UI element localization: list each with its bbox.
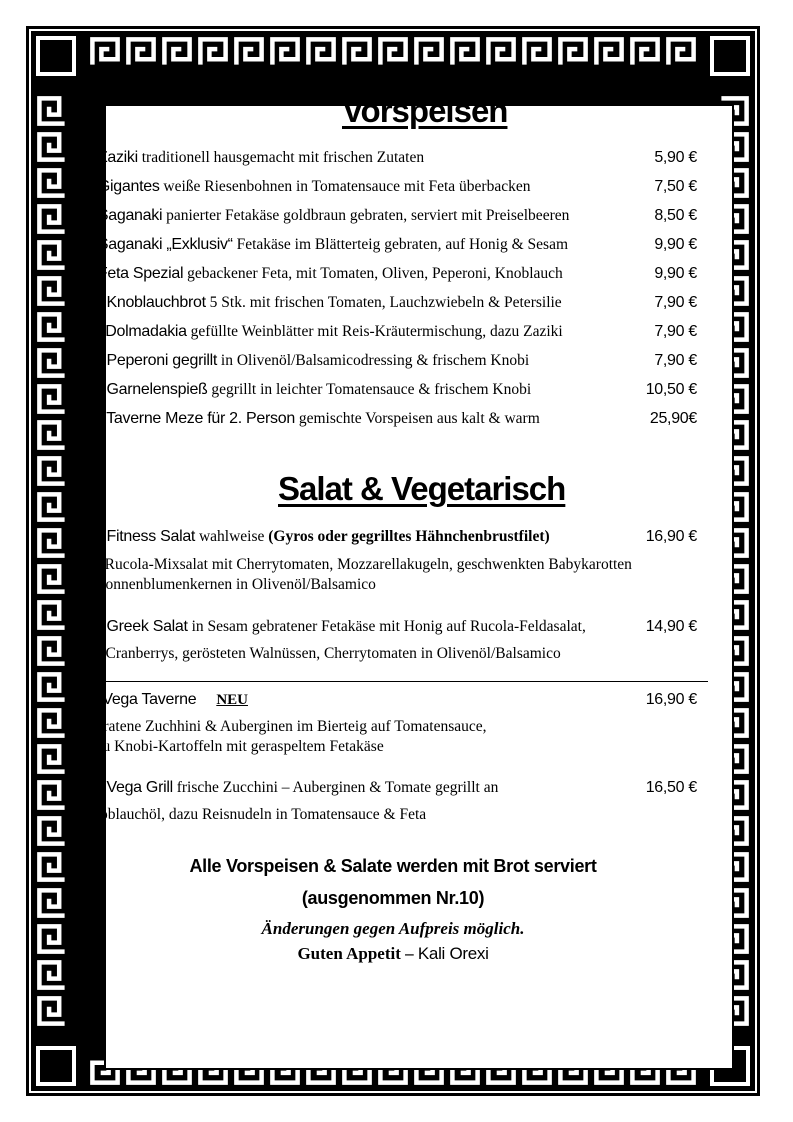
menu-item [81, 687, 701, 713]
meander-corner [38, 1048, 74, 1084]
item-name: 35. Greek Salat [81, 618, 188, 635]
item-description: gegrillt in leichter Tomatensauce & frischem Knobi [211, 381, 532, 398]
item-name: 11. Dolmadakia [81, 323, 187, 340]
item-description: weiße Riesenbohnen in Tomatensauce mit Feta überbacken [163, 178, 531, 195]
item-price: 7,50 € [654, 178, 697, 195]
item-detail: gebratene Zuchhini & Auberginen im Bierteig auf Tomatensauce, [81, 718, 487, 735]
item-description: Fetakäse im Blätterteig gebraten, auf Honig & Sesam [236, 236, 569, 253]
vorspeisen-heading: Vorspeisen [342, 92, 508, 129]
menu-item [81, 348, 701, 374]
item-description: in Olivenöl/Balsamicodressing & frischem Knobi [220, 352, 530, 369]
meander-corner [38, 38, 74, 74]
item-price: 25,90€ [649, 410, 697, 427]
item-price: 8,50 € [654, 207, 697, 224]
menu-item [81, 377, 701, 403]
menu-item [81, 145, 701, 171]
item-name: 77. Vega Grill [81, 779, 173, 796]
menu-item [81, 203, 701, 229]
item-description: frische Zucchini – Auberginen & Tomate gegrillt an [176, 779, 499, 796]
item-description: gefüllte Weinblätter mit Reis-Kräutermischung, dazu Zaziki [190, 323, 563, 340]
item-name: 31. Fitness Salat [81, 528, 196, 545]
item-price: 5,90 € [654, 149, 697, 166]
menu-item [81, 775, 701, 801]
menu-item [81, 319, 701, 345]
meander-corner [712, 38, 748, 74]
item-price: 7,90 € [654, 352, 697, 369]
item-option: (Gyros oder gegrilltes Hähnchenbrustfilet) [268, 528, 550, 545]
item-price: 16,50 € [645, 779, 697, 796]
menu-item [81, 406, 701, 432]
item-detail: Knoblauchöl, dazu Reisnudeln in Tomatensauce & Feta [81, 806, 427, 823]
item-detail: & Sonnenblumenkernen in Olivenöl/Balsamico [81, 576, 376, 593]
item-price: 9,90 € [654, 265, 697, 282]
menu-item [81, 614, 701, 640]
item-price: 14,90 € [645, 618, 697, 635]
salat-heading: Salat & Vegetarisch [278, 470, 566, 507]
footer-bread-note: Alle Vorspeisen & Salate werden mit Brot serviert [189, 856, 597, 876]
item-detail: dazu Knobi-Kartoffeln mit geraspeltem Fetakäse [81, 738, 384, 755]
item-price: 10,50 € [645, 381, 697, 398]
item-description: gemischte Vorspeisen aus kalt & warm [298, 410, 540, 427]
item-price: 7,90 € [654, 294, 697, 311]
footer-greeting [78, 944, 708, 964]
footer-exception: (ausgenommen Nr.10) [301, 888, 485, 908]
item-description: 5 Stk. mit frischen Tomaten, Lauchzwiebeln & Petersilie [209, 294, 562, 311]
item-detail: auf Rucola-Mixsalat mit Cherrytomaten, Mozzarellakugeln, geschwenkten Babykarotten [81, 556, 632, 573]
menu-item [81, 232, 701, 258]
item-name: 7. Saganaki „Exklusiv“ [81, 236, 233, 253]
divider [81, 681, 708, 682]
item-price: 9,90 € [654, 236, 697, 253]
item-name: 16. Taverne Meze für 2. Person [81, 410, 295, 427]
item-name: 6. Saganaki [81, 207, 163, 224]
greeting-greek: Kali Orexi [417, 944, 489, 963]
item-price: 16,90 € [645, 528, 697, 545]
item-name: 8. Feta Spezial [81, 265, 184, 282]
new-badge: NEU [216, 692, 248, 708]
menu-item [81, 174, 701, 200]
item-price: 16,90 € [645, 691, 697, 708]
menu-item [81, 290, 701, 316]
item-description: traditionell hausgemacht mit frischen Zutaten [141, 149, 425, 166]
menu-item [81, 524, 701, 550]
footer-changes: Änderungen gegen Aufpreis möglich. [261, 919, 525, 938]
greeting-german: Guten Appetit – [297, 944, 414, 963]
menu-item [81, 261, 701, 287]
item-name: 10. Knoblauchbrot [81, 294, 206, 311]
item-description: in Sesam gebratener Fetakäse mit Honig auf Rucola-Feldasalat, [191, 618, 586, 635]
item-description: gebackener Feta, mit Tomaten, Oliven, Peperoni, Knoblauch [187, 265, 563, 282]
item-detail: mit Cranberrys, gerösteten Walnüssen, Cherrytomaten in Olivenöl/Balsamico [81, 645, 561, 662]
item-description: wahlweise [198, 528, 265, 545]
item-name: 14. Garnelenspieß [81, 381, 208, 398]
item-name: 2. Gigantes [81, 178, 160, 195]
item-name: 13. Peperoni gegrillt [81, 352, 218, 369]
item-name: 1. Zaziki [81, 149, 138, 166]
item-name: 32.Vega Taverne [81, 691, 197, 708]
item-price: 7,90 € [654, 323, 697, 340]
item-description: panierter Fetakäse goldbraun gebraten, serviert mit Preiselbeeren [166, 207, 570, 224]
